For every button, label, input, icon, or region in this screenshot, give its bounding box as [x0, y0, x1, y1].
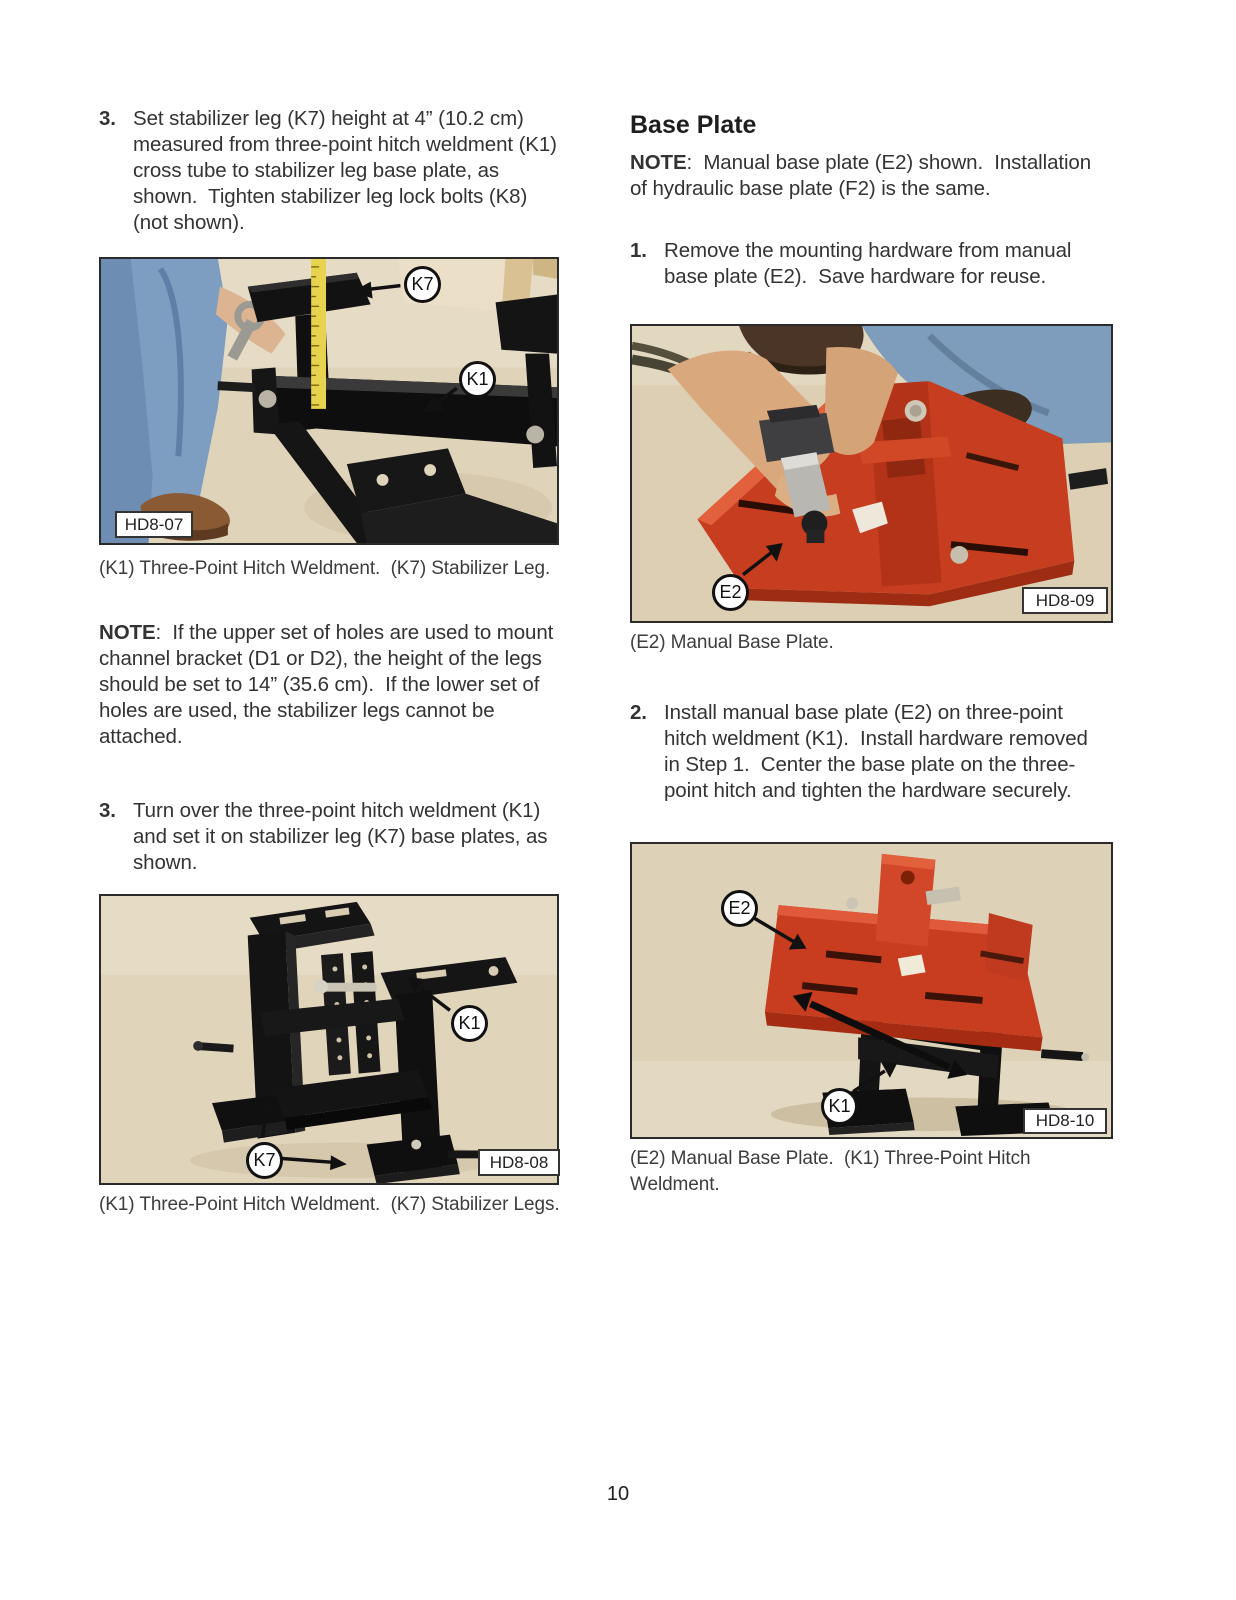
step-number: 2. [630, 701, 647, 724]
callout-e2: E2 [712, 574, 749, 611]
callout-k1: K1 [459, 361, 496, 398]
step-number: 1. [630, 239, 647, 262]
measuring-tape [311, 259, 326, 409]
note-label: NOTE [630, 151, 687, 174]
callout-k1: K1 [821, 1088, 858, 1125]
step-turn-over-weldment [99, 798, 561, 876]
figure-hd8-10-caption: (E2) Manual Base Plate. (K1) Three-Point Hitch Weldment. [630, 1148, 1036, 1195]
step-number: 3. [99, 799, 116, 822]
note-text: : Manual base plate (E2) shown. Installation of hydraulic base plate (F2) is the same. [630, 151, 1097, 200]
note-label: NOTE [99, 621, 156, 644]
callout-e2: E2 [721, 890, 758, 927]
note-base-plate [630, 150, 1108, 202]
page-number: 10 [606, 1483, 630, 1505]
section-heading-base-plate: Base Plate [630, 111, 757, 139]
photo-hd8-07-illustration [101, 259, 557, 543]
note-text: : If the upper set of holes are used to mount channel bracket (D1 or D2), the height of the legs should be set to 14” (35.6 cm). If the lower set of holes are used, the stabilizer legs cannot be attached. [99, 621, 559, 748]
step-text: Turn over the three-point hitch weldment (K1) and set it on stabilizer leg (K7) base plates, as shown. [133, 799, 554, 874]
figure-hd8-08 [99, 894, 559, 1185]
figure-hd8-07 [99, 257, 559, 545]
figure-hd8-09-caption: (E2) Manual Base Plate. [630, 632, 834, 653]
photo-id-tag: HD8-07 [115, 511, 193, 538]
figure-hd8-08-caption: (K1) Three-Point Hitch Weldment. (K7) Stabilizer Legs. [99, 1194, 560, 1215]
figure-hd8-09 [630, 324, 1113, 623]
photo-hd8-09-illustration [632, 326, 1111, 621]
figure-hd8-07-caption: (K1) Three-Point Hitch Weldment. (K7) Stabilizer Leg. [99, 558, 551, 579]
step-install-base-plate [630, 700, 1100, 804]
step-set-stabilizer-height [99, 106, 561, 236]
callout-k7: K7 [246, 1142, 283, 1179]
photo-hd8-08-illustration [101, 896, 557, 1183]
step-remove-hardware [630, 238, 1100, 290]
figure-hd8-10 [630, 842, 1113, 1139]
step-number: 3. [99, 107, 116, 130]
photo-hd8-10-illustration [632, 844, 1111, 1137]
step-text: Install manual base plate (E2) on three-point hitch weldment (K1). Install hardware removed in Step 1. Center the base plate on the three-point hitch and tighten the hardware securely. [664, 701, 1094, 802]
callout-k7: K7 [404, 266, 441, 303]
photo-id-tag: HD8-10 [1023, 1108, 1107, 1134]
step-text: Remove the mounting hardware from manual base plate (E2). Save hardware for reuse. [664, 239, 1077, 288]
callout-k1: K1 [451, 1005, 488, 1042]
note-stabilizer-holes [99, 620, 571, 750]
photo-id-tag: HD8-08 [478, 1149, 560, 1176]
step-text: Set stabilizer leg (K7) height at 4” (10.2 cm) measured from three-point hitch weldment (K1) cross tube to stabilizer leg base plate, as shown. Tighten stabilizer leg lock bolts (K8) (not shown). [133, 107, 563, 234]
photo-id-tag: HD8-09 [1022, 587, 1108, 614]
